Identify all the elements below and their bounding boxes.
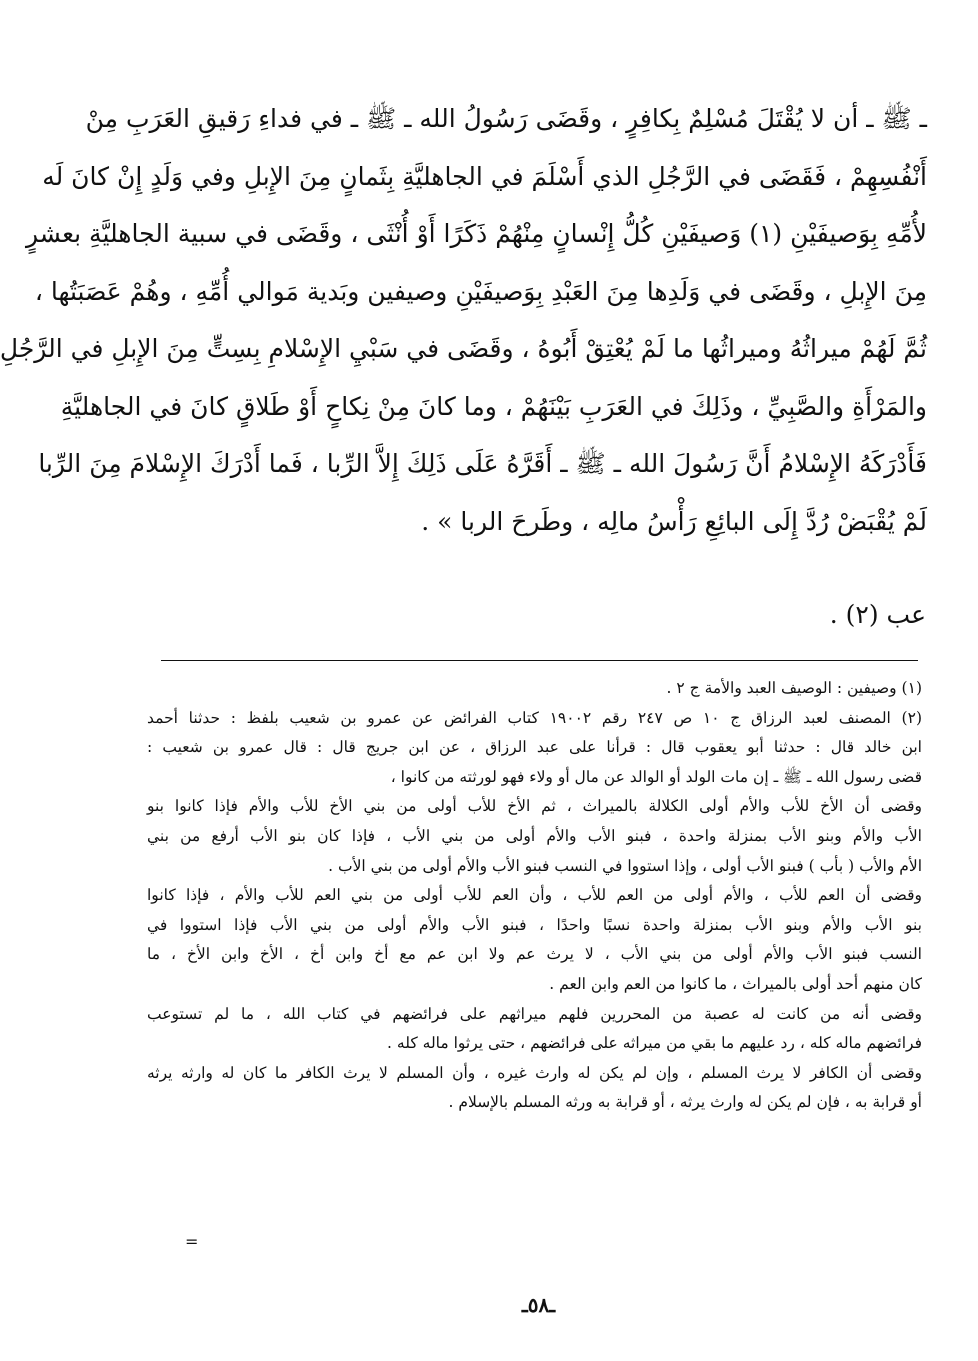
- footnote-line: فرائضهم ماله كله ، رد عليهم ما بقي من ميراثه على فرائضهم ، حتى يرثوا ماله كله .: [387, 1034, 922, 1053]
- footnote-line: الأب والأم وبنو الأب بمنزلة واحدة ، فبنو الأب والأم أولى من بني الأب ، فإذا كان بنو الأب أرفع من بني: [147, 826, 922, 845]
- footnote-line: بنو الأب والأم وبنو الأب بمنزلة واحدة نسبًا واحدًا ، فبنو الأب والأم أولى من بني الأب فإذا استووا في: [147, 915, 922, 934]
- main-text-line: لأُمِّهِ بِوَصيفَيْنِ (١) وَصيفَيْنِ كُلُّ إِنْسانٍ مِنْهُمْ ذَكَرًا أَوْ أُنْثَى ، وقَضَى في سبية الجاهليَّةِ بعشرٍ: [25, 219, 927, 248]
- source-citation: عب (٢) .: [829, 600, 926, 629]
- footnote-line: وقضى أنه من كانت له عصبة من المحررين فلهم ميراثهم على فرائضهم في كتاب الله ، ما لم تستوعب: [147, 1004, 922, 1023]
- continuation-mark: =: [185, 1232, 199, 1251]
- footnote-line: أو قرابة به ، فإن لم يكن له وارث يرثه ، أو قرابة به ورثه المسلم بالإسلام .: [448, 1093, 922, 1112]
- footnote-line: قضى رسول الله ـ ﷺ ـ إن مات الولد أو الوالد عن مال أو ولاء فهو لورثته من كانوا ،: [390, 767, 922, 786]
- page-number: ـ٥٨ـ: [521, 1293, 556, 1317]
- main-text-line: والمَرْأَةِ والصَّبِيِّ ، وذَلِكَ في العَرَبِ بَيْنَهُمْ ، وما كانَ مِنْ نِكاحٍ أَوْ طَلاقٍ كانَ في الجاهليَّةِ: [60, 391, 927, 421]
- main-text-line: ـ ﷺ ـ أن لا يُقْتَلَ مُسْلِمٌ بِكافِرٍ ، وقَضَى رَسُولُ الله ـ ﷺ ـ في فداءِ رَقيقِ العَرَبِ مِنْ: [85, 104, 927, 133]
- footnote-line: الأم والأب ( بأب ) فبنو الأب أولى ، وإذا استووا في النسب فبنو الأب والأم أولى من بني الأب .: [328, 856, 922, 875]
- footnotes-block: [147, 674, 922, 1118]
- main-text-line: لَمْ يُقْبَضْ رُدَّ إِلَى البائِعِ رَأْسُ مالِه ، وطَرحَ الربا » .: [421, 506, 927, 536]
- main-text-line: أَنْفُسِهِمْ ، فَقَضَى في الرَّجُلِ الذي أَسْلَمَ في الجاهليَّةِ بِثَمانٍ مِنَ الإِبلِ وفي وَلَدٍ إِنْ كانَ لَه: [42, 161, 927, 191]
- footnote-line: ابن خالد قال : حدثنا أبو يعقوب قال : قرأنا على عبد الرزاق ، عن ابن جريج قال : قال عمرو بن شعيب :: [147, 738, 922, 757]
- footnote-line: النسب فبنو الأب والأم أولى من بني الأب ، لا يرث عم ولا ابن عم مع أخ وابن أخ ، الأخ وابن الأخ ، ما: [147, 945, 922, 964]
- main-text-line: ثُمَّ لَهُمْ ميراثُهُ وميراثُها ما لَمْ يُعْتِقْ أَبُوهُ ، وقَضَى في سَبْيِ الإِسْلامِ بِسِتٍّ مِنَ الإِبلِ في الرَّجُلِ: [0, 334, 927, 363]
- footnote-line: وقضى أن الأخ للأب والأم أولى الكلالة بالميراث ، ثم الأخ للأب أولى من بني الأخ للأب والأم فإذا كانوا بنو: [147, 797, 922, 816]
- main-text-line: مِنَ الإِبلِ ، وقَضَى في وَلَدِها مِنَ العَبْدِ بِوَصيفَيْنِ وصيفين وبَدية مَوالي أُمِّهِ ، وهُمْ عَصَبَتُها ،: [34, 276, 927, 306]
- footnote-line: وقضى أن العم للأب ، والأم أولى من العم للأب ، وأن العم للأب أولى من بني العم للأب والأم ، فإذا كانوا: [147, 886, 922, 905]
- footnote-line: وقضى أن الكافر لا يرث المسلم ، وإن لم يكن له وارث غيره ، وأن المسلم لا يرث الكافر ما كان له وارثه يرثه: [147, 1063, 922, 1082]
- main-text-block: [0, 90, 927, 550]
- footnote-line: (١) وصيفين : الوصيف العبد والأمة ج ٢ .: [666, 679, 922, 697]
- footnote-divider: [161, 660, 918, 661]
- main-text-line: فَأَدْرَكَهُ الإِسْلامُ أَنَّ رَسُولَ الله ـ ﷺ ـ أَقَرَّهُ عَلَى ذَلِكَ إِلاَّ الرِّبا ، فَما أَدْرَكَ الإِسْلامَ مِنَ الرِّبا: [38, 449, 927, 478]
- footnote-line: (٢) المصنف لعبد الرزاق ج ١٠ ص ٢٤٧ رقم ١٩٠٠٢ كتاب الفرائض عن عمرو بن شعيب بلفظ : حدثنا أحمد: [147, 708, 922, 727]
- footnote-line: كان منهم أحد أولى بالميراث ، ما كانوا من العم وابن العم .: [549, 974, 922, 993]
